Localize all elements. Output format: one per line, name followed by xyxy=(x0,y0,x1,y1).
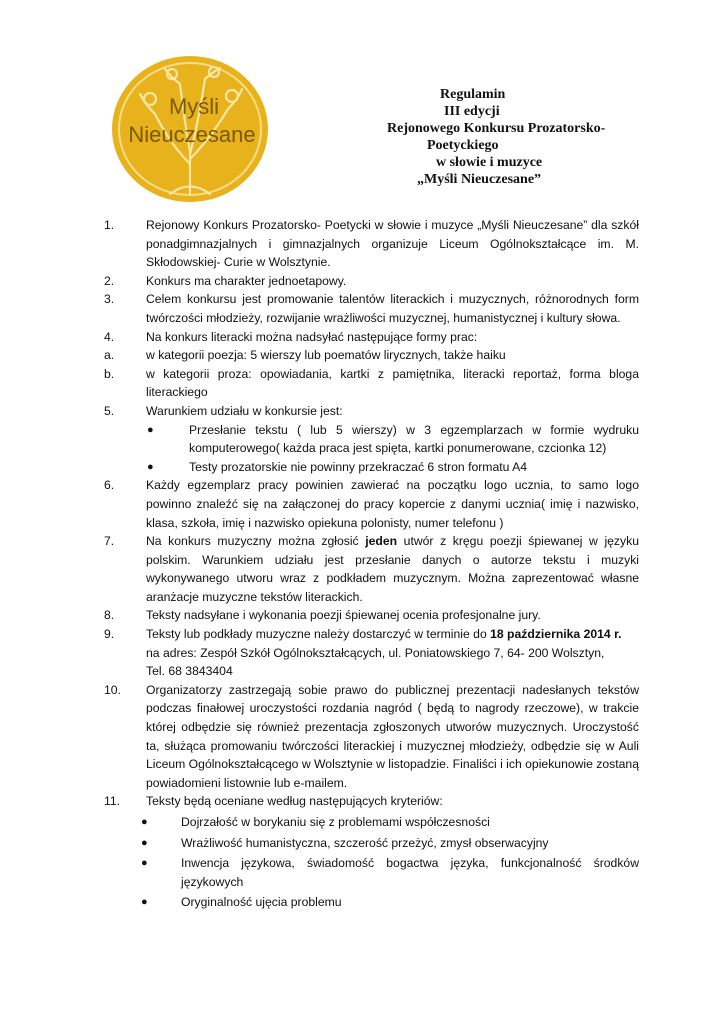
rule-text: w kategorii poezja: 5 wierszy lub poematów lirycznych, także haiku xyxy=(146,348,506,363)
criteria-item xyxy=(104,854,639,891)
rule-item xyxy=(104,606,639,625)
rule-number: 1. xyxy=(104,218,115,232)
rule-number: 11. xyxy=(104,794,121,809)
rule-text-part: utwór z kręgu poezji śpiewanej w języku polskim. Warunkiem udziału jest przesłanie danych o autorze tekstu i muzyki wykonywanego utworu wraz z podkładem muzycznym. Można zaprezentować własne aranżacje muzyczne tekstów literackich. xyxy=(146,534,639,604)
rule-number: 6. xyxy=(104,478,115,493)
rule-text: Organizatorzy zastrzegają sobie prawo do publicznej prezentacji nadesłanych tekstów podczas finałowej uroczystości rozdania nagród ( będą to nagrody rzeczowe), w trakcie której odbędzie się również prezentacja zgłoszonych utworów muzycznych. Uroczystość ta, służąca promowaniu twórczości literackiej i muzycznej młodzieży, odbędzie się w Auli Liceum Ogólnokształcącego w Wolsztynie w listopadzie. Finaliści i ich opiekunowie zostaną powiadomieni listownie lub e-mailem. xyxy=(146,682,639,790)
rule-item xyxy=(104,328,639,347)
rule-text: Warunkiem udziału w konkursie jest: xyxy=(146,403,343,418)
rule-text xyxy=(146,625,639,644)
rule-number: 10. xyxy=(104,682,121,697)
title-line-5: w słowie i muzyce xyxy=(436,155,543,170)
title-line-2: III edycji xyxy=(444,104,500,119)
bullet-text: Testy prozatorskie nie powinny przekraczać 6 stron formatu A4 xyxy=(189,459,528,474)
logo-text-line2: Nieuczesane xyxy=(128,122,256,147)
bullet-item xyxy=(104,421,639,458)
school-phone: Tel. 68 3843404 xyxy=(146,664,233,679)
rule-item xyxy=(104,625,639,681)
regulation-title xyxy=(380,86,650,188)
rule-text-emphasis: jeden xyxy=(365,534,398,549)
rule-text xyxy=(146,532,639,606)
rule-text: Każdy egzemplarz pracy powinien zawierać na początku logo ucznia, to samo logo powinno znaleźć się na załączonej do pracy kopercie z danymi ucznia( imię i nazwisko, klasa, szkoła, imię i nazwisko opiekuna polonisty, numer telefonu ) xyxy=(146,478,639,530)
rule-subitem xyxy=(104,365,639,402)
rule-text: Na konkurs literacki można nadsyłać następujące formy prac: xyxy=(146,329,478,344)
criteria-text: Inwencja językowa, świadomość bogactwa języka, funkcjonalność środków językowych xyxy=(181,856,639,889)
rule-item xyxy=(104,272,639,291)
rule-subitem xyxy=(104,346,639,365)
title-line-4: Poetyckiego xyxy=(427,138,499,153)
bullet-icon: ● xyxy=(141,816,148,828)
rule-number: 3. xyxy=(104,292,115,307)
criteria-item xyxy=(104,834,639,853)
rules-list xyxy=(104,216,639,912)
rule-item xyxy=(104,216,639,272)
bullet-icon: ● xyxy=(141,836,148,849)
rule-item xyxy=(104,532,639,606)
criteria-item xyxy=(104,893,639,912)
rule-text: w kategorii proza: opowiadania, kartki z pamiętnika, literacki reportaż, forma bloga literackiego xyxy=(146,366,639,400)
title-line-3: Rejonowego Konkursu Prozatorsko- xyxy=(387,121,606,136)
rule-text: Celem konkursu jest promowanie talentów literackich i muzycznych, różnorodnych form twórczości młodzieży, rozwijanie wrażliwości muzycznej, humanistycznej i kultury słowa. xyxy=(146,292,639,325)
rule-item xyxy=(104,402,639,421)
criteria-text: Wrażliwość humanistyczna, szczerość przeżyć, zmysł obserwacyjny xyxy=(181,835,549,850)
rule-number: 2. xyxy=(104,273,115,288)
rule-text: Teksty nadsyłane i wykonania poezji śpiewanej ocenia profesjonalne jury. xyxy=(146,608,541,623)
rule-number: 5. xyxy=(104,403,115,418)
rule-text: Rejonowy Konkurs Prozatorsko- Poetycki w słowie i muzyce „Myśli Nieuczesane” dla szkół ponadgimnazjalnych i gimnazjalnych organizuje Liceum Ogólnokształcące im. M. Skłodowskiej- Curie w Wolsztynie. xyxy=(146,218,639,270)
bullet-icon: ● xyxy=(141,857,148,870)
rule-text: Teksty będą oceniane według następujących kryteriów: xyxy=(146,794,443,809)
logo-text-line1: Myśli xyxy=(168,94,220,119)
rule-item xyxy=(104,476,639,532)
bullet-text: Przesłanie tekstu ( lub 5 wierszy) w 3 egzemplarzach w formie wydruku komputerowego( każda praca jest spięta, kartki ponumerowane, czcionka 12) xyxy=(189,422,639,456)
rule-text-part: Na konkurs muzyczny można zgłosić xyxy=(146,534,366,549)
contest-logo xyxy=(110,54,270,204)
criteria-item xyxy=(104,813,639,832)
bullet-item xyxy=(104,458,639,477)
title-line-1: Regulamin xyxy=(440,87,506,102)
rule-number: 7. xyxy=(104,534,115,549)
bullet-icon: ● xyxy=(147,460,154,473)
criteria-text: Oryginalność ujęcia problemu xyxy=(181,895,342,910)
rule-item xyxy=(104,681,639,793)
bullet-icon: ● xyxy=(147,423,154,436)
school-address: na adres: Zespół Szkół Ogólnokształcących, ul. Poniatowskiego 7, 64- 200 Wolsztyn, xyxy=(146,645,605,660)
rule-item xyxy=(104,290,639,327)
title-line-6: „Myśli Nieuczesane” xyxy=(417,172,542,187)
rule-number: 9. xyxy=(104,627,115,642)
deadline-date: 18 października 2014 r. xyxy=(490,627,622,642)
rule-letter: a. xyxy=(104,348,115,363)
criteria-text: Dojrzałość w borykaniu się z problemami współczesności xyxy=(181,815,490,829)
rule-item xyxy=(104,792,639,811)
rule-text-part: Teksty lub podkłady muzyczne należy dostarczyć w terminie do xyxy=(146,627,491,642)
rule-number: 4. xyxy=(104,329,115,344)
rule-letter: b. xyxy=(104,366,115,381)
rule-text: Konkurs ma charakter jednoetapowy. xyxy=(146,273,347,288)
rule-number: 8. xyxy=(104,608,115,623)
bullet-icon: ● xyxy=(141,896,148,909)
